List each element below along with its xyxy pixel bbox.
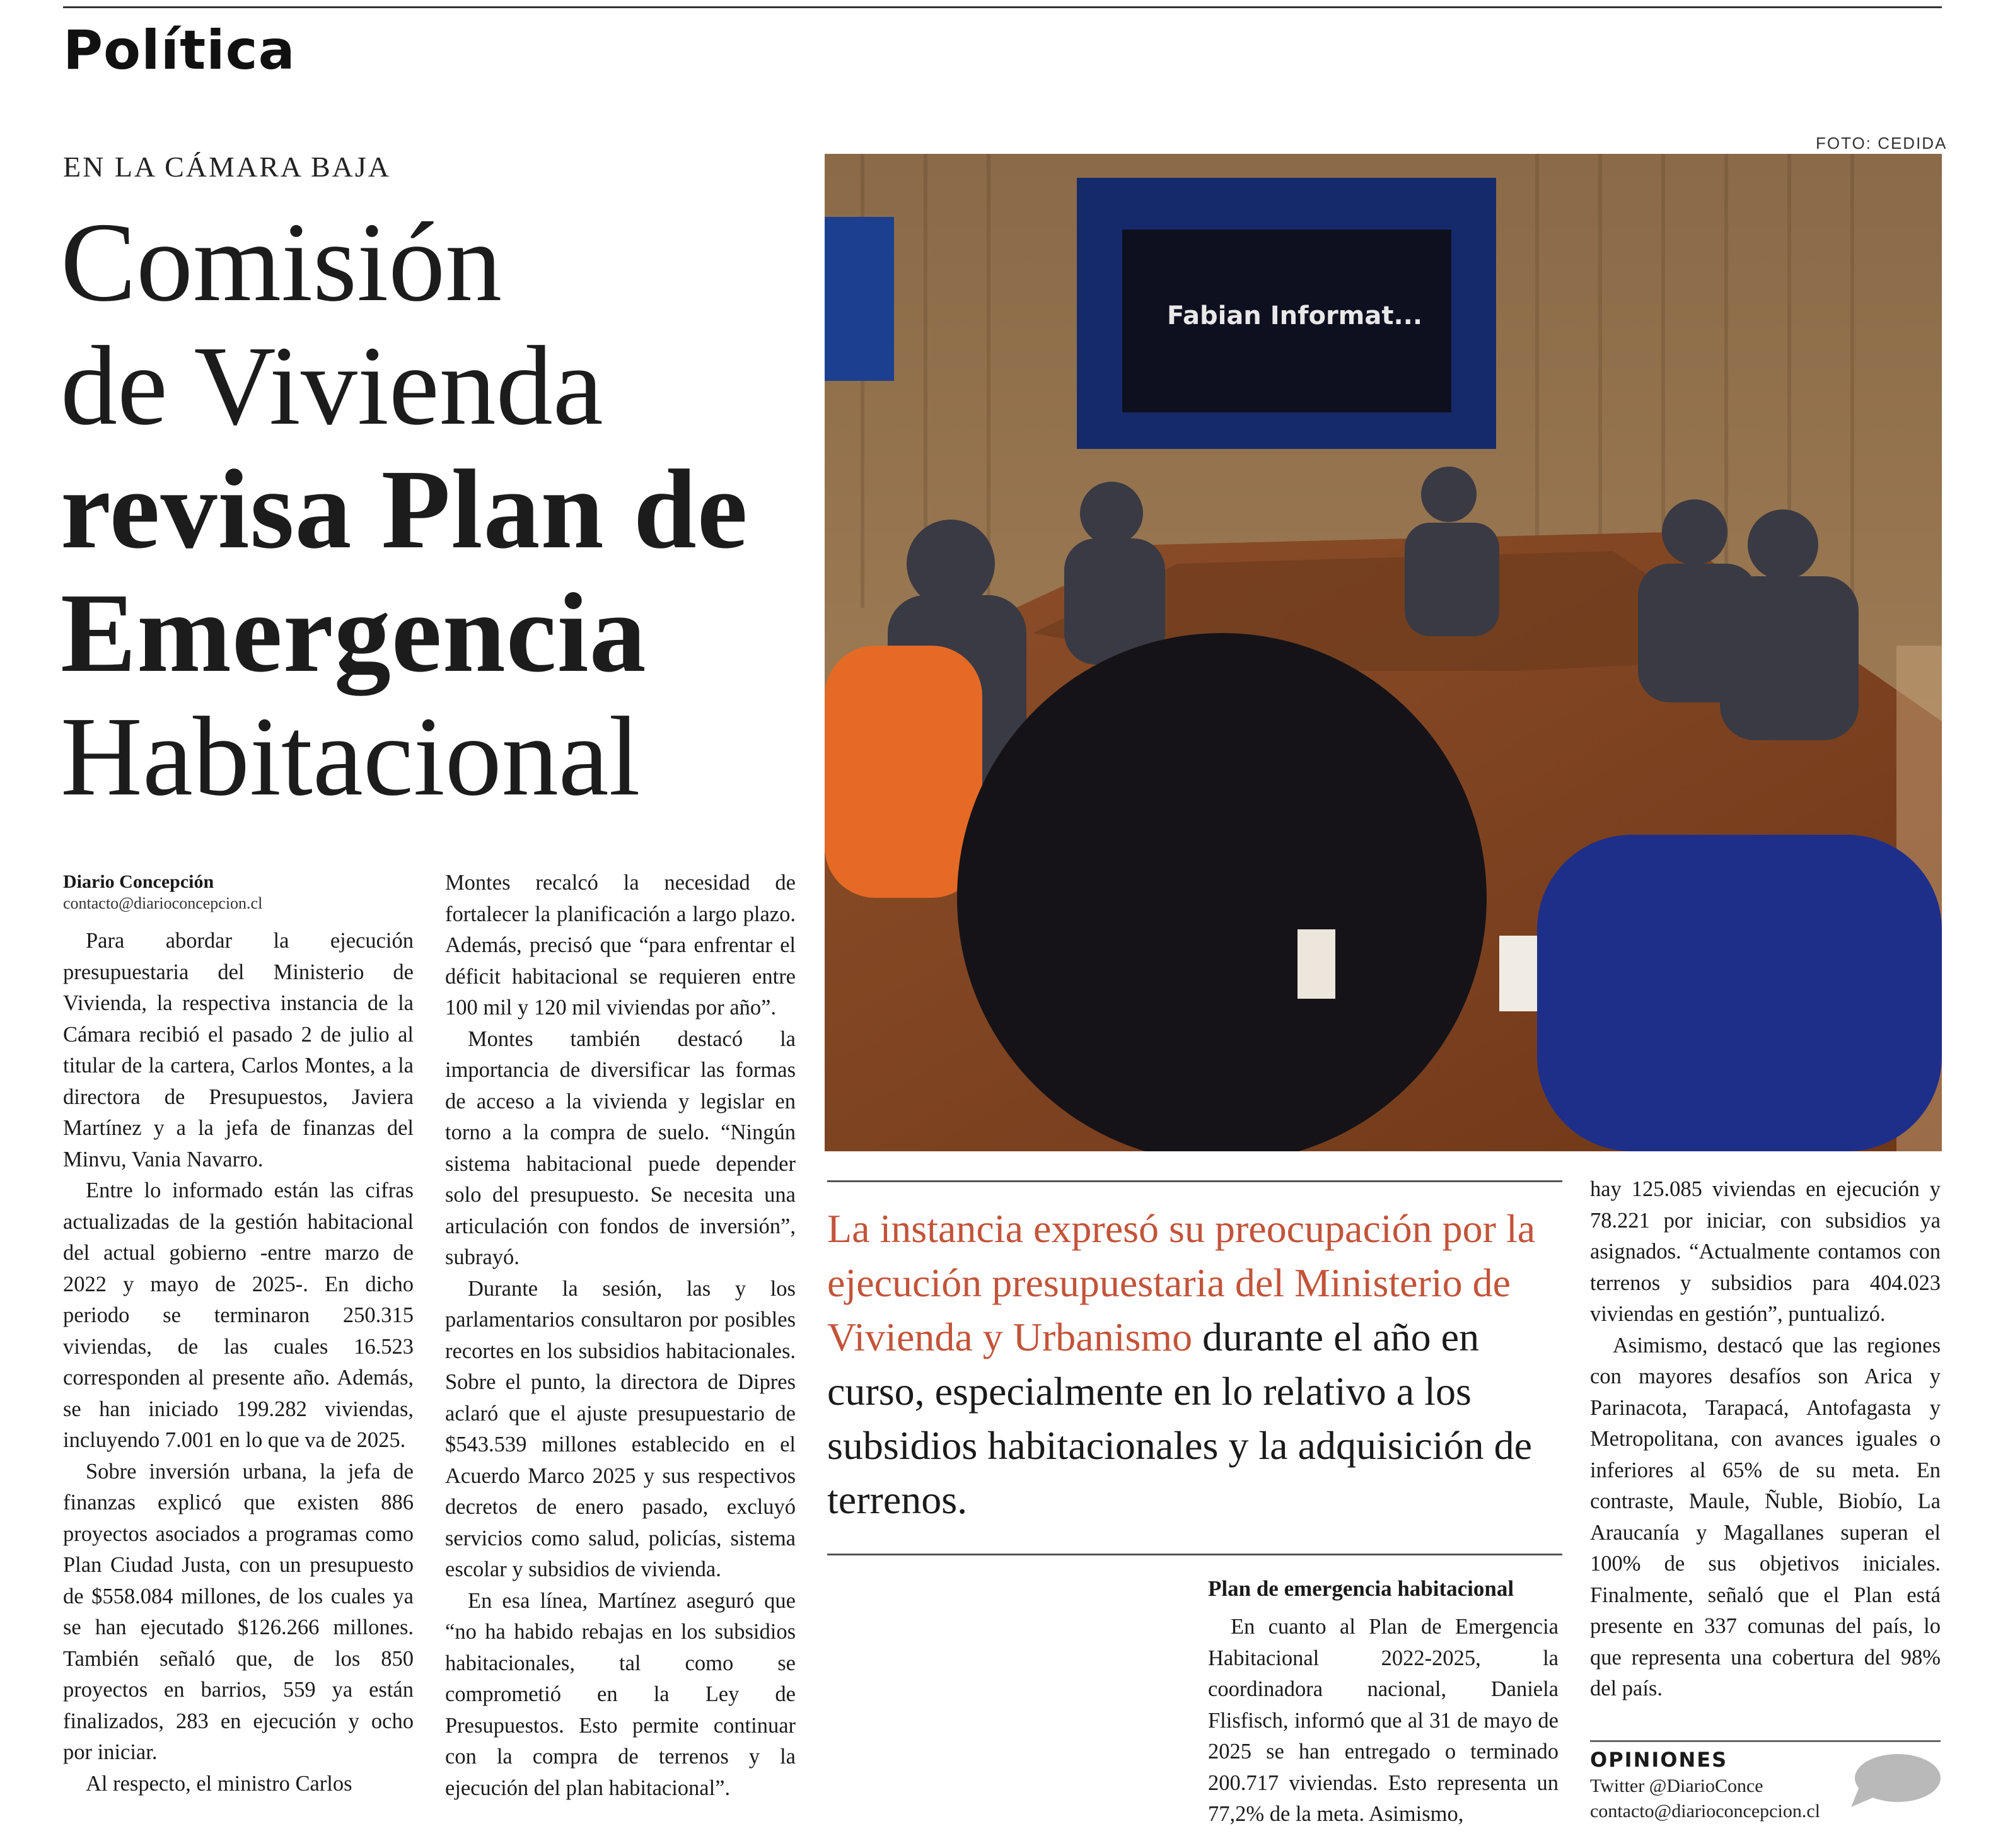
body-paragraph: Montes recalcó la necesidad de fortalecer la planificación a largo plazo. Además, precisó que “para enfrentar el déficit habitacional se requieren entre 100 mil y 120 mil viviendas por año”. [445,871,796,1020]
speech-bubble-icon [1849,1753,1942,1810]
opiniones-rule [1590,1740,1941,1742]
pullquote-accent: La instancia expresó su preocupación por la ejecución presupuestaria del Ministerio de Vivienda y Urbanismo [827,1206,1536,1359]
byline-email: contacto@diarioconcepcion.cl [63,894,263,912]
pullquote-rest: durante el año en curso, especialmente en lo relativo a los subsidios habitacionales y la adquisición de terrenos. [827,1315,1532,1522]
headline [61,200,817,818]
body-paragraph: hay 125.085 viviendas en ejecución y 78.221 por iniciar, con subsidios ya asignados. “Actualmente contamos con terrenos y subsidios para 404.023 viviendas en gestión”, puntualizó. [1590,1177,1941,1326]
body-paragraph: Asimismo, destacó que las regiones con mayores desafíos son Arica y Parinacota, Tarapacá, Antofagasta y Metropolitana, con avances iguales o inferiores al 65% de su meta. En contraste, Maule, Ñuble, Biobío, La Araucanía y Magallanes superan el 100% de sus objetivos iniciales. Finalmente, señaló que el Plan está presente en 337 comunas del país, lo que representa una cobertura del 98% del país. [1590,1333,1941,1700]
body-paragraph: Montes también destacó la importancia de diversificar las formas de acceso a la vivienda y legislar en torno a la compra de suelo. “Ningún sistema habitacional puede depender solo del presupuesto. Se necesita una articulación con fondos de inversión”, subrayó. [445,1026,796,1269]
photo-credit: FOTO: CEDIDA [1816,134,1948,153]
screen-caption: Fabian Informat... [1167,301,1423,330]
body-column-2 [445,868,796,1804]
body-paragraph: En cuanto al Plan de Emergencia Habitacional 2022-2025, la coordinadora nacional, Daniela Flisfisch, informó que al 31 de mayo de 2025 se han entregado o terminado 200.717 viviendas. Esto representa un 77,2% de la meta. Asimismo, [1208,1615,1559,1826]
byline-author: Diario Concepción [63,871,214,892]
kicker: EN LA CÁMARA BAJA [63,151,392,183]
body-column-4 [1590,1174,1941,1705]
news-photo [825,154,1942,1151]
headline-line: Habitacional [61,694,641,819]
body-paragraph: Al respecto, el ministro Carlos [86,1771,352,1796]
opiniones-twitter: Twitter @DiarioConce [1590,1775,1763,1796]
body-paragraph: Para abordar la ejecución presupuestaria del Ministerio de Vivienda, la respectiva instancia de la Cámara recibió el pasado 2 de julio al titular de la cartera, Carlos Montes, a la directora de Presupuestos, Javiera Martínez y a la jefa de finanzas del Minvu, Vania Navarro. [63,929,414,1171]
headline-line: Comisión [61,199,502,325]
opiniones-title: OPINIONES [1590,1748,1728,1772]
body-paragraph: Sobre inversión urbana, la jefa de finanzas explicó que existen 886 proyectos asociados a programas como Plan Ciudad Justa, con un presupuesto de $558.084 millones, de los cuales ya se han ejecutado $126.266 millones. También señaló que, de los 850 proyectos en barrios, 559 ya están finalizados, 283 en ejecución y ocho por iniciar. [63,1459,414,1764]
byline [63,871,429,913]
opiniones-email: contacto@diarioconcepcion.cl [1590,1801,1820,1822]
top-rule [63,6,1942,8]
body-paragraph: Entre lo informado están las cifras actualizadas de la gestión habitacional del actual gobierno -entre marzo de 2022 y mayo de 2025-. En dicho periodo se terminaron 250.315 viviendas, de las cuales 16.523 corresponden al presente año. Además, se han iniciado 199.282 viviendas, incluyendo 7.001 en lo que va de 2025. [63,1178,414,1452]
headline-line: Emergencia [61,570,647,695]
body-paragraph: Durante la sesión, las y los parlamentarios consultaron por posibles recortes en los subsidios habitacionales. Sobre el punto, la directora de Dipres aclaró que el ajuste presupuestario de $543.539 millones establecido en el Acuerdo Marco 2025 y sus respectivos decretos de enero pasado, excluyó servicios como salud, policías, sistema escolar y subsidios de vivienda. [445,1276,796,1581]
pullquote-top-rule [827,1180,1562,1182]
body-paragraph: En esa línea, Martínez aseguró que “no ha habido rebajas en los subsidios habitacionales, tal como se comprometió en la Ley de Presupuestos. Esto permite continuar con la compra de terrenos y la ejecución del plan habitacional”. [445,1588,796,1800]
headline-line: revisa Plan de [61,446,748,572]
body-column-3 [1208,1612,1559,1830]
body-column-1 [63,926,414,1799]
section-title: Política [63,19,296,82]
plan-subheading: Plan de emergencia habitacional [1208,1576,1514,1601]
headline-line: de Vivienda [61,323,603,448]
pullquote [827,1202,1571,1527]
pullquote-bottom-rule [827,1554,1562,1555]
